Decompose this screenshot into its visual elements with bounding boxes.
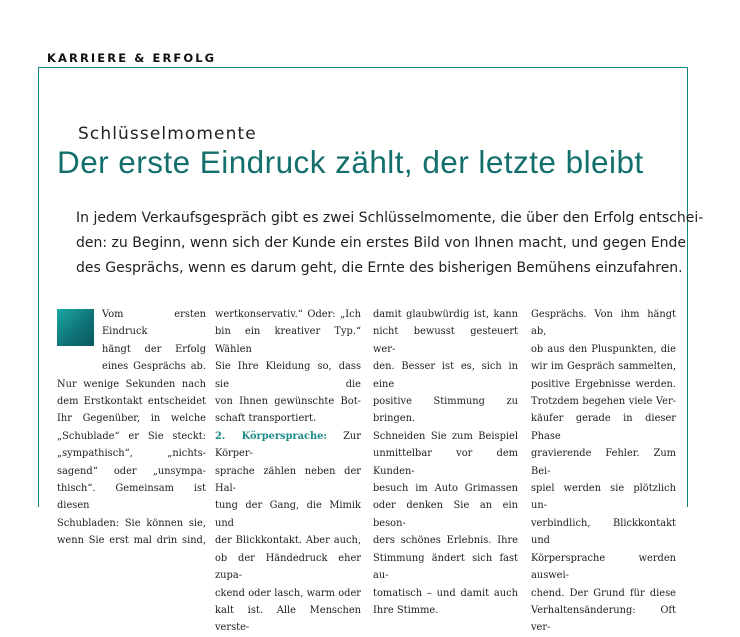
body-line: wertkonservativ.“ Oder: „Ich — [215, 309, 361, 320]
article-lead — [76, 206, 704, 281]
body-line: Körpersprache werden auswei- — [531, 552, 676, 582]
body-line: unmittelbar vor dem Kunden- — [373, 448, 518, 477]
body-line: Verhaltensänderung: Oft ver- — [531, 604, 676, 634]
body-line: Trotzdem begehen viele Ver- — [531, 396, 676, 408]
body-line: dem Erstkontakt entscheidet — [57, 396, 206, 408]
body-line: ckend oder lasch, warm oder — [215, 587, 361, 599]
body-line: Stimmung ändert sich fast au- — [373, 552, 518, 582]
body-line-with-subheading — [215, 428, 361, 463]
body-line: wir im Gespräch sammelten, — [531, 361, 676, 373]
body-line: Ihre Stimme. — [373, 604, 439, 616]
body-line: ob aus den Pluspunkten, die — [531, 343, 676, 355]
body-line: wenn Sie erst mal drin sind, — [57, 535, 206, 547]
body-line: hängt der Erfolg — [102, 343, 206, 355]
body-line: bin ein kreativer Typ.“ Wählen — [215, 326, 361, 355]
body-line: sagend“ oder „unsympa- — [57, 465, 206, 477]
body-line: Schneiden Sie zum Beispiel — [373, 430, 518, 442]
text-column-4 — [531, 306, 676, 637]
section-label: KARRIERE & ERFOLG — [47, 51, 217, 65]
body-line: Schubladen: Sie können sie, — [57, 517, 206, 529]
body-line: nicht bewusst gesteuert wer- — [373, 326, 518, 355]
body-line: besuch im Auto Grimassen — [373, 483, 518, 495]
body-line: Ihr Gegenüber, in welche — [57, 413, 206, 425]
body-line: Vom ersten Eindruck — [102, 309, 206, 338]
body-line: von Ihnen gewünschte Bot- — [215, 396, 361, 408]
body-line: gravierende Fehler. Zum Bei- — [531, 448, 676, 477]
body-line: chend. Der Grund für diese — [531, 587, 676, 599]
text-column-1 — [57, 306, 206, 550]
body-line: ders schönes Erlebnis. Ihre — [373, 535, 518, 547]
body-line: positive Stimmung zu bringen. — [373, 396, 518, 425]
body-line: eines Gesprächs ab. — [102, 361, 206, 373]
body-line: käufer gerade in dieser Phase — [531, 413, 676, 442]
body-line: der Blickkontakt. Aber auch, — [215, 535, 361, 547]
body-line: Sie Ihre Kleidung so, dass sie die — [215, 361, 361, 390]
body-line: Zur Körper- — [215, 430, 361, 460]
body-line: verbindlich, Blickkontakt und — [531, 517, 676, 547]
text-column-3 — [373, 306, 518, 619]
body-line: damit glaubwürdig ist, kann — [373, 309, 518, 320]
body-line: schaft transportiert. — [215, 413, 317, 425]
article-kicker: Schlüsselmomente — [78, 124, 257, 144]
body-line: thisch“. Gemeinsam ist diesen — [57, 483, 206, 512]
body-line: spiel werden sie plötzlich un- — [531, 483, 676, 512]
article-headline: Der erste Eindruck zählt, der letzte bleibt — [57, 144, 644, 180]
text-column-2 — [215, 306, 361, 637]
body-line: ob der Händedruck eher zupa- — [215, 552, 361, 582]
body-line: kalt ist. Alle Menschen verste- — [215, 604, 361, 634]
lead-line: des Gesprächs, wenn es darum geht, die Ernte des bisherigen Bemühens einzufahren. — [76, 260, 683, 276]
body-line: Nur wenige Sekunden nach — [57, 378, 206, 390]
body-line: tung der Gang, die Mimik und — [215, 500, 361, 529]
lead-line: In jedem Verkaufsgespräch gibt es zwei Schlüsselmomente, die über den Erfolg entschei- — [76, 210, 704, 226]
body-line: positive Ergebnisse werden. — [531, 378, 676, 390]
body-line: tomatisch – und damit auch — [373, 587, 518, 599]
body-line: „Schublade“ er Sie steckt: — [57, 430, 206, 442]
body-line: „sympathisch“, „nichts- — [57, 448, 206, 460]
body-line: Gesprächs. Von ihm hängt ab, — [531, 309, 676, 338]
body-line: den. Besser ist es, sich in eine — [373, 361, 518, 390]
subheading-koerpersprache: 2. Körpersprache: — [215, 430, 328, 442]
body-line: sprache zählen neben der Hal- — [215, 465, 361, 495]
body-line: oder denken Sie an ein beson- — [373, 500, 518, 529]
lead-line: den: zu Beginn, wenn sich der Kunde ein erstes Bild von Ihnen macht, und gegen Ende — [76, 235, 687, 251]
